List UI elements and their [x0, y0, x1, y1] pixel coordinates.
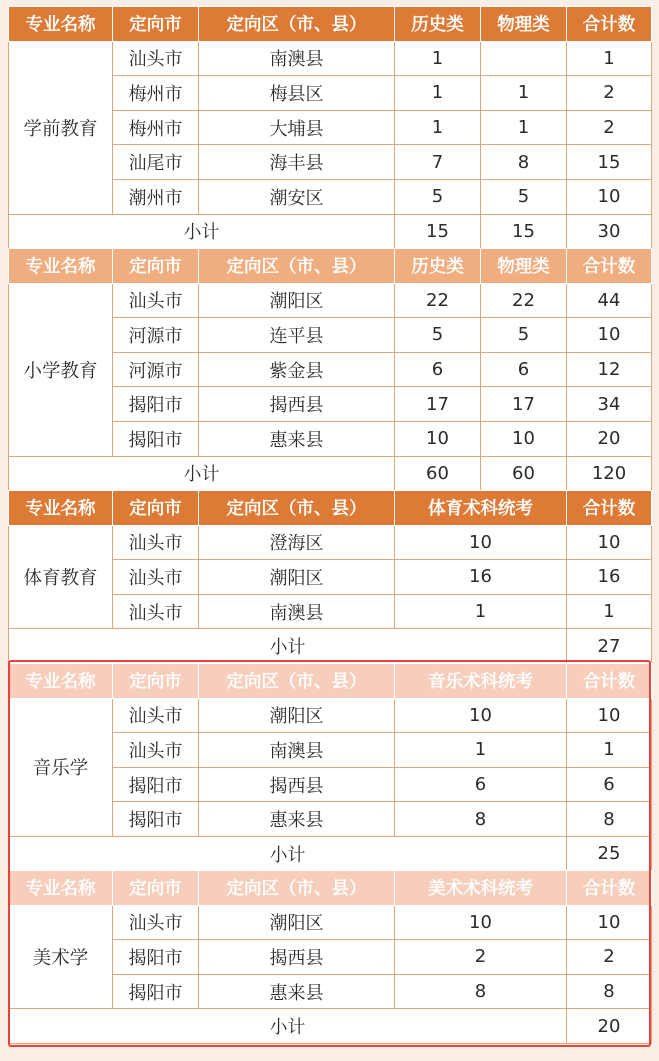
header-city: 定向市 — [113, 664, 199, 699]
header-physics: 物理类 — [481, 7, 567, 42]
total-cell: 1 — [567, 594, 652, 629]
city-cell: 汕头市 — [113, 560, 199, 595]
subtotal-total: 20 — [567, 1009, 652, 1044]
header-district: 定向区（市、县） — [199, 7, 395, 42]
physics-cell: 22 — [481, 283, 567, 318]
enrollment-table-music — [8, 663, 652, 872]
header-major: 专业名称 — [9, 491, 113, 526]
district-cell: 潮阳区 — [199, 698, 395, 733]
district-cell: 惠来县 — [199, 802, 395, 837]
history-cell: 6 — [395, 352, 481, 387]
header-physics: 物理类 — [481, 249, 567, 284]
city-cell: 汕头市 — [113, 283, 199, 318]
header-history: 历史类 — [395, 7, 481, 42]
header-row — [9, 249, 652, 284]
district-cell: 揭西县 — [199, 387, 395, 422]
total-cell: 2 — [567, 110, 652, 145]
history-cell: 5 — [395, 318, 481, 353]
total-cell: 20 — [567, 421, 652, 456]
history-cell: 5 — [395, 179, 481, 214]
subtotal-total: 120 — [567, 456, 652, 491]
history-cell: 10 — [395, 421, 481, 456]
exam-cell: 1 — [395, 594, 567, 629]
total-cell: 10 — [567, 179, 652, 214]
header-district: 定向区（市、县） — [199, 491, 395, 526]
header-total: 合计数 — [567, 664, 652, 699]
major-name: 音乐学 — [9, 698, 113, 836]
physics-cell: 5 — [481, 179, 567, 214]
physics-cell — [481, 41, 567, 76]
total-cell: 2 — [567, 76, 652, 111]
total-cell: 10 — [567, 525, 652, 560]
subtotal-label: 小计 — [9, 456, 395, 491]
city-cell: 河源市 — [113, 352, 199, 387]
physics-cell: 1 — [481, 76, 567, 111]
total-cell: 2 — [567, 940, 652, 975]
district-cell: 潮阳区 — [199, 905, 395, 940]
major-name: 学前教育 — [9, 41, 113, 214]
city-cell: 揭阳市 — [113, 421, 199, 456]
header-major: 专业名称 — [9, 871, 113, 906]
table-row — [9, 905, 652, 940]
header-exam: 体育术科统考 — [395, 491, 567, 526]
subtotal-history: 15 — [395, 214, 481, 249]
header-major: 专业名称 — [9, 7, 113, 42]
total-cell: 6 — [567, 767, 652, 802]
subtotal-label: 小计 — [9, 214, 395, 249]
exam-cell: 8 — [395, 974, 567, 1009]
district-cell: 澄海区 — [199, 525, 395, 560]
city-cell: 揭阳市 — [113, 767, 199, 802]
subtotal-physics: 60 — [481, 456, 567, 491]
total-cell: 8 — [567, 802, 652, 837]
table-row — [9, 41, 652, 76]
subtotal-row — [9, 1009, 652, 1044]
subtotal-row — [9, 629, 652, 664]
header-exam: 音乐术科统考 — [395, 664, 567, 699]
table-row — [9, 283, 652, 318]
total-cell: 34 — [567, 387, 652, 422]
enrollment-table-art — [8, 870, 652, 1044]
history-cell: 1 — [395, 41, 481, 76]
total-cell: 44 — [567, 283, 652, 318]
header-row — [9, 491, 652, 526]
exam-cell: 6 — [395, 767, 567, 802]
table-row — [9, 525, 652, 560]
header-total: 合计数 — [567, 871, 652, 906]
header-total: 合计数 — [567, 7, 652, 42]
district-cell: 惠来县 — [199, 974, 395, 1009]
district-cell: 梅县区 — [199, 76, 395, 111]
header-major: 专业名称 — [9, 249, 113, 284]
exam-cell: 2 — [395, 940, 567, 975]
exam-cell: 16 — [395, 560, 567, 595]
history-cell: 7 — [395, 145, 481, 180]
physics-cell: 8 — [481, 145, 567, 180]
major-name: 小学教育 — [9, 283, 113, 456]
header-major: 专业名称 — [9, 664, 113, 699]
total-cell: 1 — [567, 41, 652, 76]
exam-cell: 10 — [395, 698, 567, 733]
subtotal-physics: 15 — [481, 214, 567, 249]
city-cell: 汕头市 — [113, 698, 199, 733]
total-cell: 12 — [567, 352, 652, 387]
header-row — [9, 7, 652, 42]
total-cell: 1 — [567, 733, 652, 768]
district-cell: 揭西县 — [199, 940, 395, 975]
enrollment-table-pe — [8, 490, 652, 664]
header-district: 定向区（市、县） — [199, 249, 395, 284]
subtotal-label: 小计 — [9, 1009, 567, 1044]
subtotal-label: 小计 — [9, 836, 567, 871]
district-cell: 连平县 — [199, 318, 395, 353]
exam-cell: 10 — [395, 905, 567, 940]
subtotal-total: 25 — [567, 836, 652, 871]
district-cell: 潮安区 — [199, 179, 395, 214]
header-city: 定向市 — [113, 491, 199, 526]
subtotal-total: 30 — [567, 214, 652, 249]
district-cell: 潮阳区 — [199, 560, 395, 595]
header-row — [9, 871, 652, 906]
enrollment-table-preschool — [8, 6, 652, 249]
city-cell: 汕头市 — [113, 594, 199, 629]
physics-cell: 5 — [481, 318, 567, 353]
major-name: 体育教育 — [9, 525, 113, 629]
city-cell: 揭阳市 — [113, 802, 199, 837]
physics-cell: 6 — [481, 352, 567, 387]
history-cell: 17 — [395, 387, 481, 422]
header-history: 历史类 — [395, 249, 481, 284]
district-cell: 大埔县 — [199, 110, 395, 145]
table-row — [9, 698, 652, 733]
district-cell: 揭西县 — [199, 767, 395, 802]
enrollment-table-primary — [8, 248, 652, 491]
subtotal-row — [9, 214, 652, 249]
history-cell: 1 — [395, 110, 481, 145]
history-cell: 22 — [395, 283, 481, 318]
major-name: 美术学 — [9, 905, 113, 1009]
header-city: 定向市 — [113, 249, 199, 284]
header-row — [9, 664, 652, 699]
city-cell: 潮州市 — [113, 179, 199, 214]
district-cell: 紫金县 — [199, 352, 395, 387]
city-cell: 汕头市 — [113, 41, 199, 76]
total-cell: 15 — [567, 145, 652, 180]
district-cell: 南澳县 — [199, 594, 395, 629]
header-total: 合计数 — [567, 491, 652, 526]
physics-cell: 1 — [481, 110, 567, 145]
subtotal-total: 27 — [567, 629, 652, 664]
physics-cell: 10 — [481, 421, 567, 456]
header-city: 定向市 — [113, 7, 199, 42]
header-district: 定向区（市、县） — [199, 871, 395, 906]
physics-cell: 17 — [481, 387, 567, 422]
city-cell: 汕尾市 — [113, 145, 199, 180]
city-cell: 汕头市 — [113, 905, 199, 940]
district-cell: 海丰县 — [199, 145, 395, 180]
district-cell: 潮阳区 — [199, 283, 395, 318]
subtotal-row — [9, 456, 652, 491]
header-total: 合计数 — [567, 249, 652, 284]
header-exam: 美术术科统考 — [395, 871, 567, 906]
district-cell: 惠来县 — [199, 421, 395, 456]
district-cell: 南澳县 — [199, 733, 395, 768]
total-cell: 16 — [567, 560, 652, 595]
subtotal-row — [9, 836, 652, 871]
city-cell: 梅州市 — [113, 110, 199, 145]
city-cell: 河源市 — [113, 318, 199, 353]
subtotal-label: 小计 — [9, 629, 567, 664]
city-cell: 汕头市 — [113, 525, 199, 560]
exam-cell: 10 — [395, 525, 567, 560]
city-cell: 梅州市 — [113, 76, 199, 111]
exam-cell: 1 — [395, 733, 567, 768]
city-cell: 揭阳市 — [113, 974, 199, 1009]
total-cell: 8 — [567, 974, 652, 1009]
history-cell: 1 — [395, 76, 481, 111]
total-cell: 10 — [567, 318, 652, 353]
subtotal-history: 60 — [395, 456, 481, 491]
city-cell: 揭阳市 — [113, 387, 199, 422]
city-cell: 揭阳市 — [113, 940, 199, 975]
exam-cell: 8 — [395, 802, 567, 837]
district-cell: 南澳县 — [199, 41, 395, 76]
city-cell: 汕头市 — [113, 733, 199, 768]
total-cell: 10 — [567, 698, 652, 733]
header-city: 定向市 — [113, 871, 199, 906]
header-district: 定向区（市、县） — [199, 664, 395, 699]
total-cell: 10 — [567, 905, 652, 940]
